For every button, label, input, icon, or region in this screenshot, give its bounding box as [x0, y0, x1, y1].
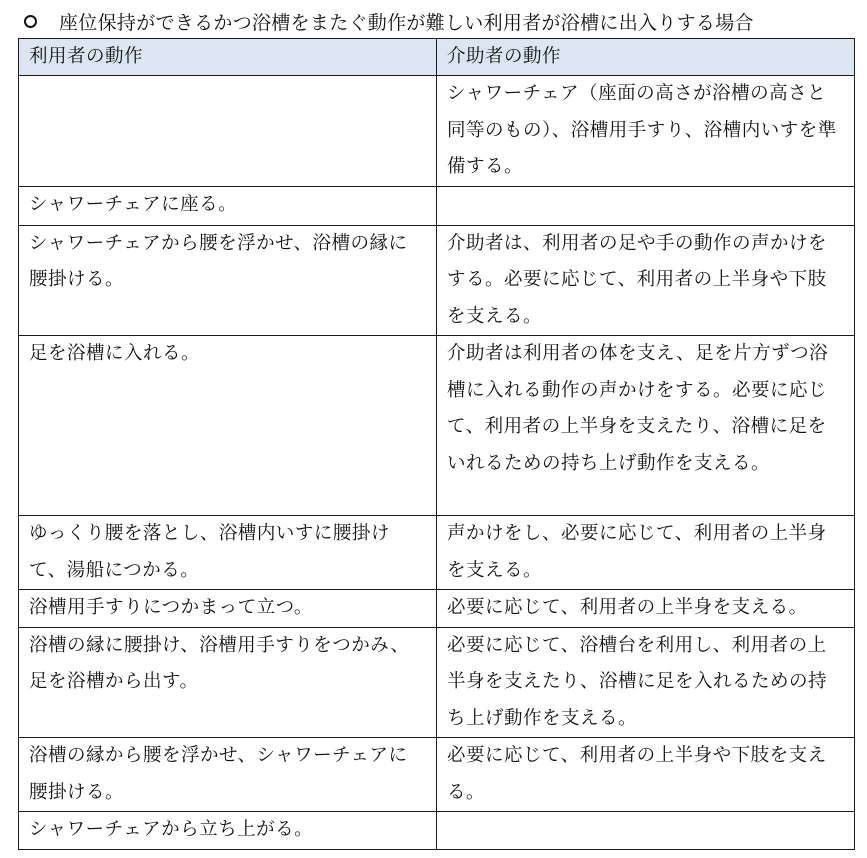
helper-action-cell	[437, 186, 855, 225]
helper-action-cell: 必要に応じて、浴槽台を利用し、利用者の上半身を支えたり、浴槽に足を入れるための持ち上げ動作を支える。	[437, 627, 855, 738]
user-action-cell: シャワーチェアに座る。	[19, 186, 437, 225]
header-helper-action: 介助者の動作	[437, 39, 855, 76]
helper-action-cell: シャワーチェア（座面の高さが浴槽の高さと同等のもの）、浴槽用手すり、浴槽内いすを準備する。	[437, 76, 855, 187]
user-action-cell: 浴槽の縁から腰を浮かせ、シャワーチェアに腰掛ける。	[19, 738, 437, 812]
table-row	[19, 336, 855, 516]
table-row	[19, 812, 855, 850]
table-row	[19, 76, 855, 187]
helper-action-cell	[437, 812, 855, 850]
section-heading	[24, 6, 754, 36]
header-user-action: 利用者の動作	[19, 39, 437, 76]
table-row	[19, 738, 855, 812]
care-procedure-table	[18, 38, 855, 850]
helper-action-cell: 介助者は利用者の体を支え、足を片方ずつ浴槽に入れる動作の声かけをする。必要に応じて、利用者の上半身を支えたり、浴槽に足をいれるための持ち上げ動作を支える。	[437, 336, 855, 516]
user-action-cell	[19, 76, 437, 187]
user-action-cell: ゆっくり腰を落とし、浴槽内いすに腰掛けて、湯船につかる。	[19, 516, 437, 590]
table-row	[19, 590, 855, 628]
user-action-cell: 浴槽の縁に腰掛け、浴槽用手すりをつかみ、足を浴槽から出す。	[19, 627, 437, 738]
user-action-cell: 浴槽用手すりにつかまって立つ。	[19, 590, 437, 628]
section-heading-text: 座位保持ができるかつ浴槽をまたぐ動作が難しい利用者が浴槽に出入りする場合	[59, 11, 754, 34]
table-row	[19, 186, 855, 225]
user-action-cell: シャワーチェアから立ち上がる。	[19, 812, 437, 850]
table-row	[19, 627, 855, 738]
helper-action-cell: 声かけをし、必要に応じて、利用者の上半身を支える。	[437, 516, 855, 590]
helper-action-cell: 必要に応じて、利用者の上半身を支える。	[437, 590, 855, 628]
user-action-cell: シャワーチェアから腰を浮かせ、浴槽の縁に腰掛ける。	[19, 225, 437, 336]
table-header-row	[19, 39, 855, 76]
table-row	[19, 225, 855, 336]
helper-action-cell: 必要に応じて、利用者の上半身や下肢を支える。	[437, 738, 855, 812]
helper-action-cell: 介助者は、利用者の足や手の動作の声かけをする。必要に応じて、利用者の上半身や下肢を支える。	[437, 225, 855, 336]
user-action-cell: 足を浴槽に入れる。	[19, 336, 437, 516]
circle-bullet-icon	[24, 15, 37, 28]
table-row	[19, 516, 855, 590]
